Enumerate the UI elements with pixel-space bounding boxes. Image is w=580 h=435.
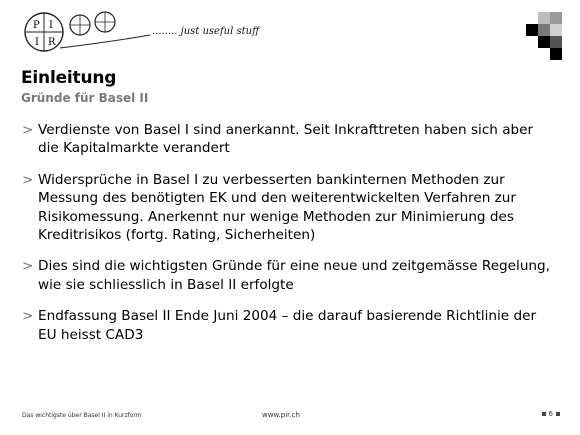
footer-caption: Das wichtigste über Basel II in Kurzform <box>22 412 142 419</box>
logo-letter-i1: I <box>49 20 53 31</box>
bullet-text: Endfassung Basel II Ende Juni 2004 – die darauf basierende Richtlinie der EU heisst CAD3 <box>38 308 537 343</box>
bullet-list <box>22 121 552 357</box>
logo-swoosh <box>60 35 150 48</box>
page-square-left-icon <box>542 412 546 416</box>
tagline: ........ just useful stuff <box>152 26 260 37</box>
logo-letter-p: P <box>33 20 40 31</box>
bullet-item <box>22 257 552 294</box>
bullet-item <box>22 171 552 245</box>
bullet-text: Dies sind die wichtigsten Gründe für eine neue und zeitgemässe Regelung, wie sie schliesslich in Basel II erfolgte <box>38 258 551 293</box>
slide-title: Einleitung <box>21 68 117 88</box>
page-number-value: 6 <box>548 410 553 418</box>
bullet-marker: > <box>22 258 34 275</box>
logo-letter-r: R <box>48 37 56 48</box>
bullet-marker: > <box>22 171 34 188</box>
bullet-marker: > <box>22 122 34 138</box>
slide-subtitle: Gründe für Basel II <box>21 91 149 105</box>
logo-letter-i2: I <box>35 37 39 48</box>
bullet-item <box>22 121 552 158</box>
bullet-text: Widersprüche in Basel I zu verbesserten bankinternen Methoden zur Messung des benötigten EK und den weiterentwickelten Verfahren zur Risikomessung. Anerkennt nur wenige Methoden zur Minimierung des Kreditrisikos (fortg. Rating, Sicherheiten) <box>38 171 516 244</box>
bullet-text: Verdienste von Basel I sind anerkannt. Seit Inkrafttreten haben sich aber die Kapitalmarkte verandert <box>38 122 534 157</box>
corner-squares-decoration <box>514 12 562 60</box>
page-square-right-icon <box>556 412 560 416</box>
page-number <box>542 410 560 418</box>
footer-url: www.pir.ch <box>262 411 300 419</box>
bullet-item <box>22 307 552 344</box>
bullet-marker: > <box>22 308 34 325</box>
